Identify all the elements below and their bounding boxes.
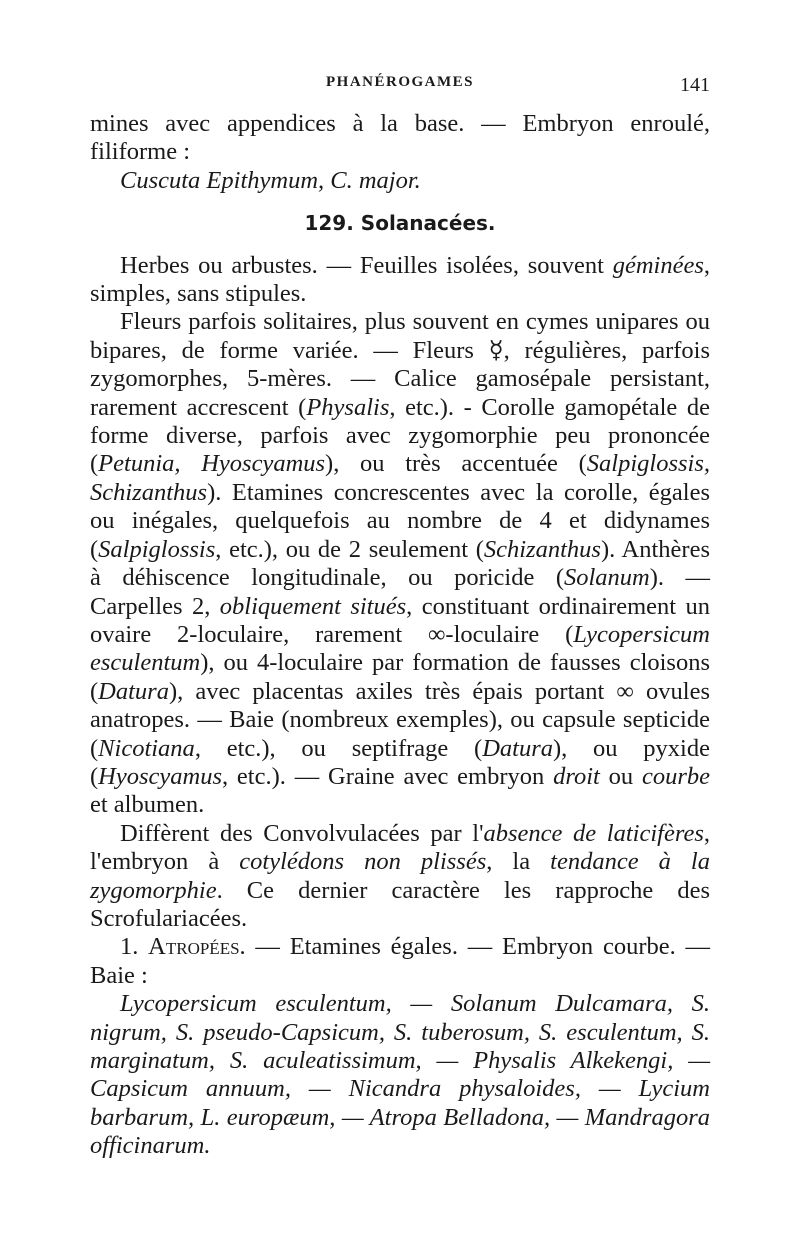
paragraph-differences <box>90 820 710 934</box>
running-head <box>90 74 710 98</box>
p2-t8: , constituant ordinairement un ovaire 2-loculaire, rarement ∞-loculaire ( <box>90 592 710 648</box>
p3-t3: , la <box>486 848 551 876</box>
p2-t9: ), ou 4-loculaire par formation de fausses cloisons ( <box>90 649 710 705</box>
p2-i6: Solanum <box>563 564 650 592</box>
p2-i4: Salpiglossis <box>98 535 216 563</box>
intro-examples-text: Cuscuta Epithymum, C. major. <box>120 166 421 194</box>
body-text <box>90 110 710 1161</box>
intro-examples <box>90 167 710 195</box>
running-head-title: PHANÉROGAMES <box>325 74 474 90</box>
p4-num: 1. <box>120 933 149 961</box>
p2-i8: Lycopersicum esculentum <box>90 620 710 677</box>
p2-t10: ), avec placentas axiles très épais portant ∞ ovules anatropes. — Baie (nombreux exemples), ou capsule septicide ( <box>90 677 710 762</box>
p2-i3: Salpiglossis, Schizanthus <box>90 450 710 506</box>
p2-t6: ). Anthères à déhiscence longitudinale, ou poricide ( <box>90 535 711 592</box>
section-title: Solanacées. <box>360 211 496 236</box>
paragraph-tribe-atropees <box>90 933 710 990</box>
p2-i2: Petunia, Hyoscyamus <box>98 450 326 478</box>
p2-i1: Physalis <box>306 393 390 421</box>
p2-t2: , etc.). - Corolle gamopétale de forme diverse, parfois avec zygomorphie peu prononcée ( <box>90 393 710 478</box>
p3-i3: tendance à la zygomorphie <box>90 848 710 904</box>
p2-t12: ), ou pyxide ( <box>90 734 710 790</box>
page-number: 141 <box>680 74 710 96</box>
p2-t15: et albumen. <box>90 791 205 819</box>
p2-i13: droit <box>553 762 600 790</box>
p2-i10: Nicotiana <box>98 734 195 762</box>
species-list-text: Lycopersicum esculentum, — Solanum Dulcamara, S. nigrum, S. pseudo-Capsicum, S. tuberosum, S. esculentum, S. marginatum, S. aculeatissimum, — Physalis Alkekengi, — Capsicum annuum, — Nicandra physaloides, — Lycium barbarum, L. europæum, — Atropa Belladona, — Mandragora officinarum. <box>90 990 710 1160</box>
p1-t2: , simples, sans stipules. <box>90 251 710 308</box>
p2-i12: Hyoscyamus <box>98 762 222 790</box>
paragraph-species-list <box>90 990 710 1160</box>
section-number: 129. <box>304 211 354 236</box>
p3-i1: absence de laticifères <box>483 819 704 847</box>
p2-t5: , etc.), ou de 2 seulement ( <box>215 535 484 563</box>
p2-t3: ), ou très accentuée ( <box>325 450 587 478</box>
section-heading <box>90 209 710 237</box>
p2-t1: Fleurs parfois solitaires, plus souvent en cymes unipares ou bipares, de forme variée. — Fleurs ☿, régulières, parfois zygomorphes, 5-mères. — Calice gamosépale persistant, rarement accrescent ( <box>90 308 710 421</box>
paragraph-habit <box>90 252 710 309</box>
p2-t7: ). — Carpelles 2, <box>90 564 710 620</box>
p2-t14: ou <box>599 762 642 790</box>
p2-i9: Datura <box>98 677 169 705</box>
p3-t1: Diffèrent des Convolvulacées par l' <box>120 819 484 847</box>
p2-i14: courbe <box>641 762 710 790</box>
p2-t11: , etc.), ou septifrage ( <box>194 734 483 762</box>
paragraph-flowers <box>90 308 710 819</box>
p2-i11: Datura <box>482 734 553 762</box>
p4-tribe-name: Atropées. <box>148 933 246 961</box>
p3-t2: , l'embryon à <box>90 819 710 876</box>
p1-t1: Herbes ou arbustes. — Feuilles isolées, souvent <box>120 251 613 279</box>
p3-i2: cotylédons non plissés <box>239 848 487 876</box>
p3-t4: . Ce dernier caractère les rapproche des Scrofulariacées. <box>90 876 710 932</box>
intro-text: mines avec appendices à la base. — Embryon enroulé, filiforme : <box>90 110 710 166</box>
p2-i5: Schizanthus <box>483 535 601 563</box>
intro-paragraph <box>90 110 710 167</box>
p2-t4: ). Etamines concrescentes avec la corolle, égales ou inégales, quelquefois au nombre de 4 et didynames ( <box>90 478 710 563</box>
p1-i1: géminées <box>612 251 704 279</box>
p2-i7: obliquement situés <box>219 592 407 620</box>
p4-t1: — Etamines égales. — Embryon courbe. — Baie : <box>90 933 711 989</box>
p2-t13: , etc.). — Graine avec embryon <box>222 762 554 790</box>
